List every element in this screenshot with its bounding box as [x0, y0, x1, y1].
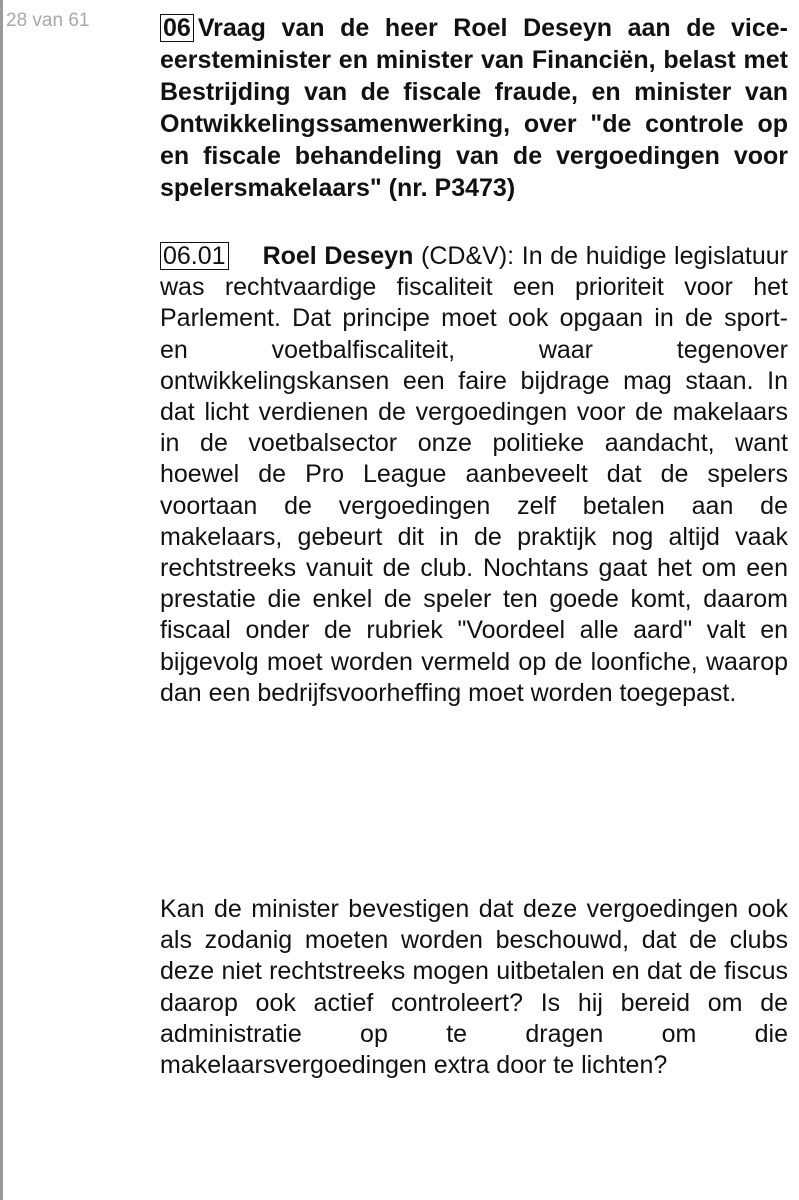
speaker-party: (CD&V):: [421, 242, 515, 270]
page-left-edge: [0, 0, 3, 1200]
follow-up-paragraph: Kan de minister bevestigen dat deze vergoedingen ook als zodanig moeten worden beschouwd, dat de clubs deze niet rechtstreeks mogen uitbetalen en dat de fiscus daarop ook actief controleert? Is hij bereid om de administratie op te dragen om die makelaarsvergoedingen extra door te lichten?: [160, 895, 788, 1080]
intervention-paragraph: [160, 241, 788, 709]
document-body[interactable]: [160, 12, 789, 1080]
intervention-number: 06.01: [160, 242, 229, 270]
question-number: 06: [160, 14, 194, 42]
speaker-name: Roel Deseyn: [262, 242, 414, 270]
intervention-text: In de huidige legislatuur was rechtvaardige fiscaliteit een prioriteit voor het Parlement. Dat principe moet ook opgaan in de sport- en voetbalfiscaliteit, waar tegenover ontwikkelingskansen een faire bijdrage mag staan. In dat licht verdienen de vergoedingen voor de makelaars in de voetbalsector onze politieke aandacht, want hoewel de Pro League aanbeveelt dat de spelers voortaan de vergoedingen zelf betalen aan de makelaars, gebeurt dit in de praktijk nog altijd vaak rechtstreeks vanuit de club. Nochtans gaat het om een prestatie die enkel de speler ten goede komt, daarom fiscaal onder de rubriek "Voordeel alle aard" valt en bijgevolg moet worden vermeld op de loonfiche, waarop dan een bedrijfsvoorheffing moet worden toegepast.: [160, 242, 789, 707]
question-title: Vraag van de heer Roel Deseyn aan de vice-eersteminister en minister van Financiën, belast met Bestrijding van de fiscale fraude, en minister van Ontwikkelingssamenwerking, over "de controle op en fiscale behandeling van de vergoedingen voor spelersmakelaars" (nr. P3473): [160, 14, 788, 202]
page-counter: 28 van 61: [6, 10, 90, 31]
question-heading: [160, 12, 788, 204]
